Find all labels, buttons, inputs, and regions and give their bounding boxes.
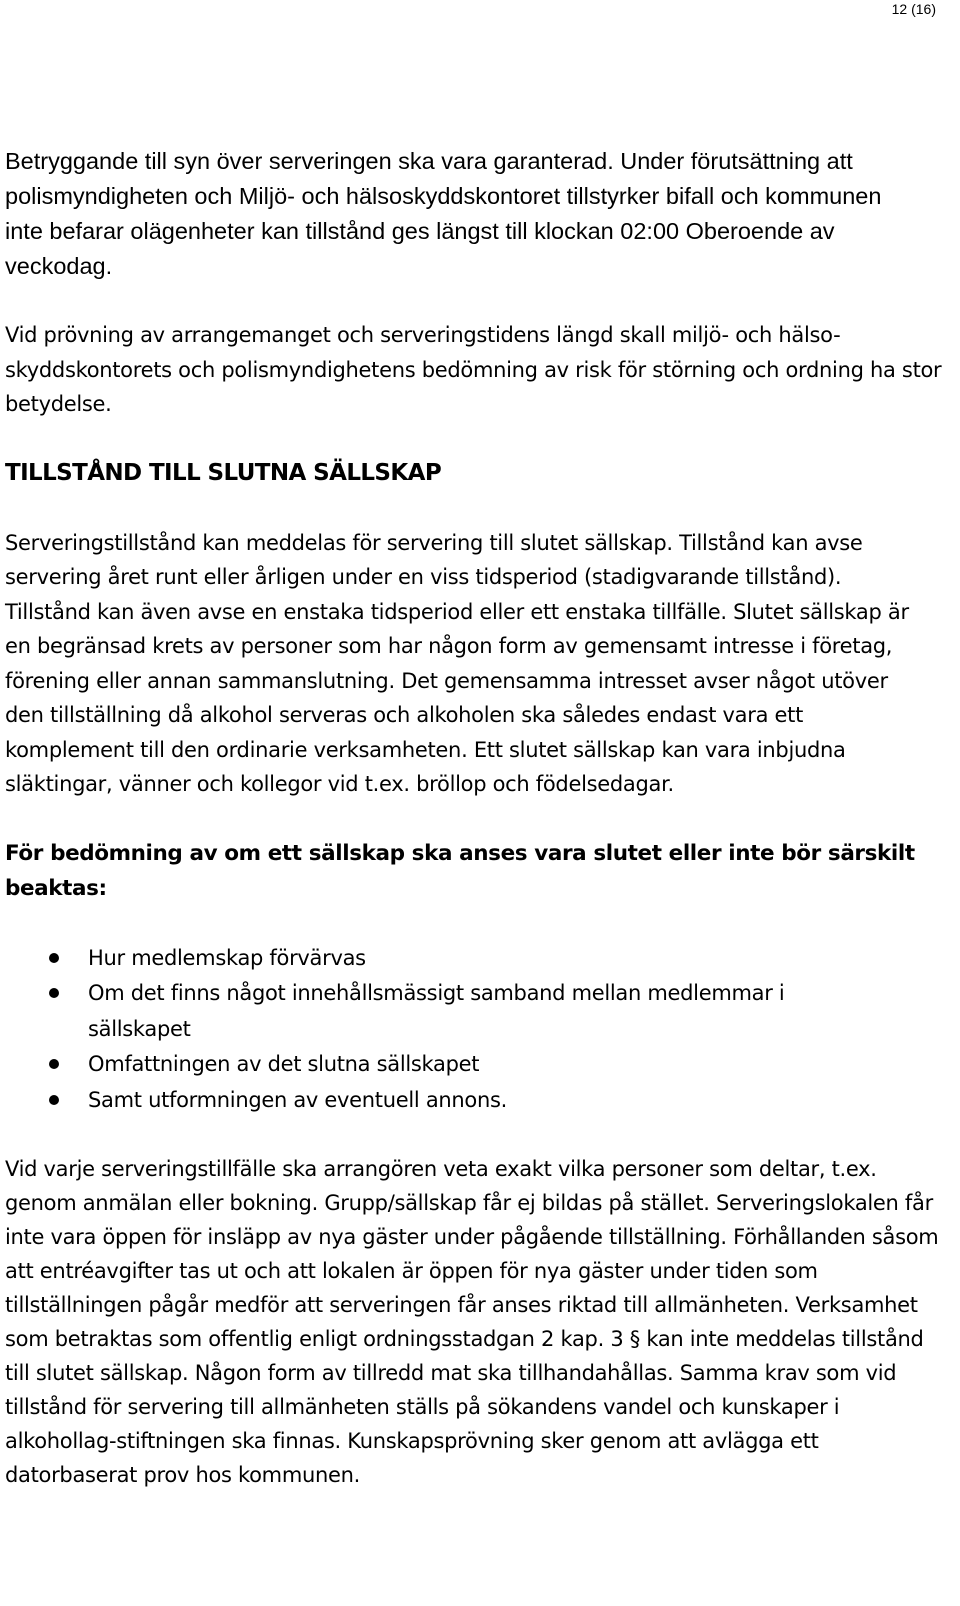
list-item	[5, 976, 888, 1047]
list-item-text: Hur medlemskap förvärvas	[88, 945, 366, 970]
list-item	[5, 1047, 950, 1083]
section-heading: TILLSTÅND TILL SLUTNA SÄLLSKAP	[5, 459, 442, 486]
document-body	[5, 144, 950, 1492]
list-item-text: Omfattningen av det slutna sällskapet	[88, 1052, 480, 1076]
bullet-icon	[49, 988, 59, 998]
bullet-icon	[49, 1095, 59, 1105]
bullet-icon	[49, 953, 59, 963]
page-number: 12 (16)	[891, 1, 936, 17]
list-item-text: Om det finns något innehållsmässigt samband mellan medlemmar i sällskapet	[88, 981, 785, 1041]
criteria-list	[5, 941, 950, 1119]
paragraph-assessment: Vid prövning av arrangemanget och serveringstidens längd skall miljö- och hälso-skyddskontorets och polismyndighetens bedömning av risk för störning och ordning ha stor betydelse.	[5, 323, 942, 416]
criteria-heading: För bedömning av om ett sällskap ska anses vara slutet eller inte bör särskilt beaktas:	[5, 840, 915, 901]
list-item	[5, 1083, 950, 1119]
bullet-icon	[49, 1059, 59, 1069]
paragraph-rules: Vid varje serveringstillfälle ska arrangören veta exakt vilka personer som deltar, t.ex. genom anmälan eller bokning. Grupp/sällskap får ej bildas på stället. Serveringslokalen får inte vara öppen för insläpp av nya gäster under pågående tillställning. Förhållanden såsom att entréavgifter tas ut och att lokalen är öppen för nya gäster under tiden som tillställningen pågår medför att serveringen får anses riktad till allmänheten. Verksamhet som betraktas som offentlig enligt ordningsstadgan 2 kap. 3 § kan inte meddelas tillstånd till slutet sällskap. Någon form av tillredd mat ska tillhandahållas. Samma krav som vid tillstånd för servering till allmänheten ställs på sökandens vandel och kunskaper i alkohollag-stiftningen ska finnas. Kunskapsprövning sker genom att avlägga ett datorbaserat prov hos kommunen.	[5, 1157, 939, 1487]
list-item-text: Samt utformningen av eventuell annons.	[88, 1087, 507, 1112]
paragraph-opening-hours: Betryggande till syn över serveringen ska vara garanterad. Under förutsättning att polismyndigheten och Miljö- och hälsoskyddskontoret tillstyrker bifall och kommunen inte befarar olägenheter kan tillstånd ges längst till klockan 02:00 Oberoende av veckodag.	[5, 148, 882, 279]
paragraph-closed-party: Serveringstillstånd kan meddelas för servering till slutet sällskap. Tillstånd kan avse servering året runt eller årligen under en viss tidsperiod (stadigvarande tillstånd). Tillstånd kan även avse en enstaka tidsperiod eller ett enstaka tillfälle. Slutet sällskap är en begränsad krets av personer som har någon form av gemensamt intresse i företag, förening eller annan sammanslutning. Det gemensamma intresset avser något utöver den tillställning då alkohol serveras och alkoholen ska således endast vara ett komplement till den ordinarie verksamheten. Ett slutet sällskap kan vara inbjudna släktingar, vänner och kollegor vid t.ex. bröllop och födelsedagar.	[5, 530, 909, 796]
list-item	[5, 941, 950, 977]
